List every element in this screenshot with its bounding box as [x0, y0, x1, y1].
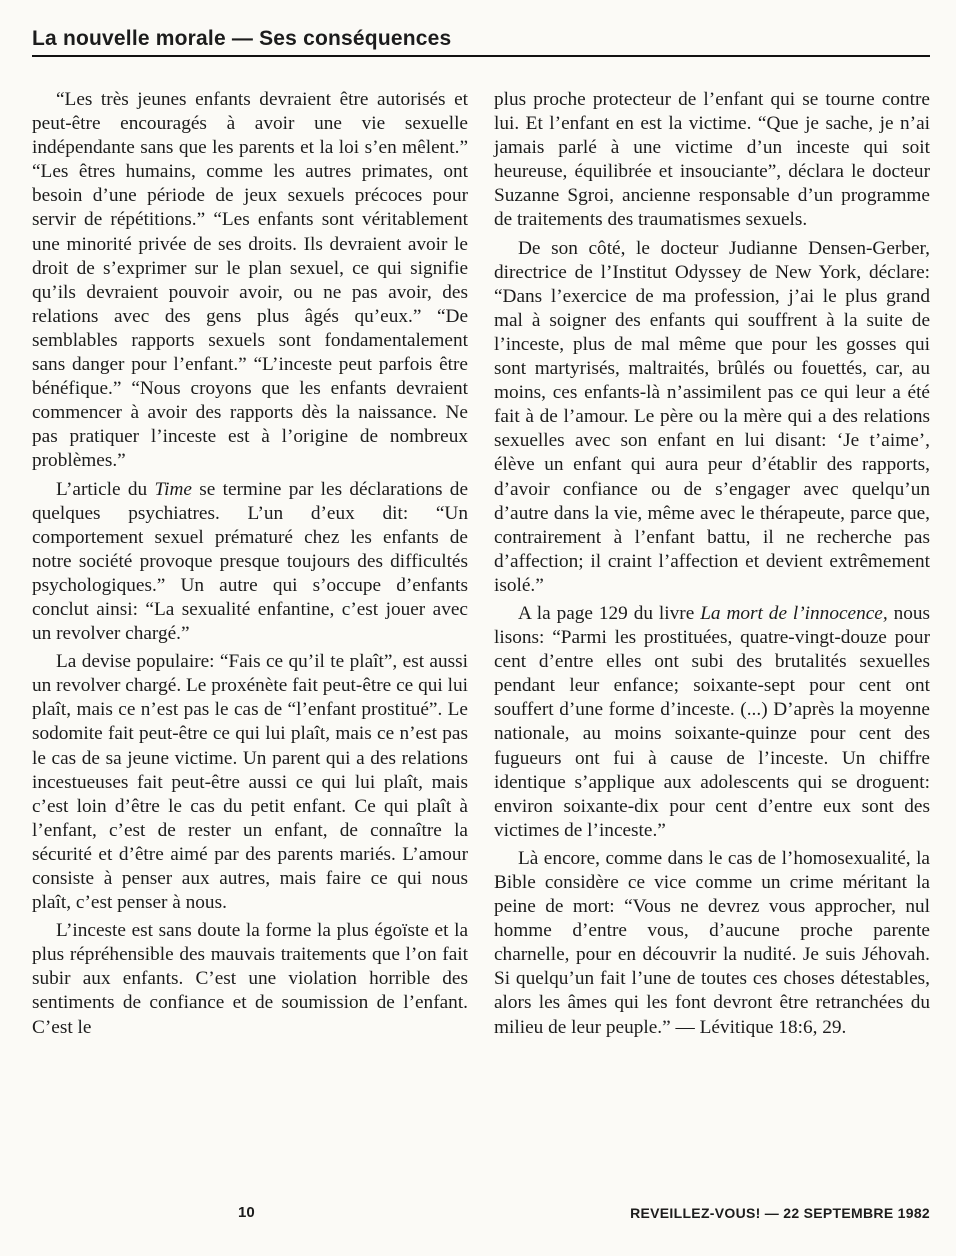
- text-span: A la page 129 du livre: [518, 602, 701, 624]
- text-span: L’article du: [56, 478, 155, 500]
- paragraph: De son côté, le docteur Judianne Densen-Gerber, directrice de l’Institut Odyssey de New York, déclare: “Dans l’exercice de ma profession, j’ai le plus grand mal à soigner des enfants qui souffrent à la suite de l’inceste, plus de mal même que pour les gosses qui sont martyrisés, maltraités, brûlés ou fouettés, car, au moins, ces enfants-là n’assimilent pas ce qui leur a été fait à de l’amour. Le père ou la mère qui a des relations sexuelles avec son enfant en lui disant: ‘Je t’aime’, élève un enfant qui aura peur d’établir des rapports, d’avoir confiance ou de s’engager avec quelqu’un d’autre dans la vie, même avec le thérapeute, parce que, contrairement à l’enfant battu, il ne recherche pas d’affection; il craint l’affection et devient extrêmement isolé.”: [494, 237, 930, 596]
- text-span: nous lisons: “Parmi les prostituées, quatre-vingt-douze pour cent d’entre elles ont subi des brutalités sexuelles pendant leur enfance; soixante-sept pour cent ont souffert d’une forme d’inceste. (...) D’après la moyenne nationale, au moins soixante-quinze pour cent des fugueurs ont fui à cause de l’inceste. Un chiffre identique s’applique aux adolescents qui se droguent: environ soixante-dix pour cent d’entre eux sont des victimes de l’inceste.”: [494, 602, 931, 841]
- text-span: se termine par les déclarations de quelques psychiatres. L’un d’eux dit: “Un comportement sexuel prématuré chez les enfants de notre société provoque presque toujours des difficultés psychologiques.” Un autre qui s’occupe d’enfants conclut ainsi: “La sexualité enfantine, c’est jouer avec un revolver chargé.”: [32, 478, 468, 645]
- paragraph: Là encore, comme dans le cas de l’homosexualité, la Bible considère ce vice comme un crime méritant la peine de mort: “Vous ne devrez vous approcher, nul homme d’entre vous, d’aucune proche parente charnelle, pour en découvrir la nudité. Je suis Jéhovah. Si quelqu’un fait l’une de toutes ces choses détestables, alors les âmes qui les font devront être retranchées du milieu de leur peuple.” — Lévitique 18:6, 29.: [494, 847, 930, 1038]
- issue-line: REVEILLEZ-VOUS! — 22 SEPTEMBRE 1982: [630, 1205, 930, 1221]
- paragraph-continued: plus proche protecteur de l’enfant qui se tourne contre lui. Et l’enfant en est la victime. “Que je sache, je n’ai jamais parlé à une victime d’un inceste qui soit heureuse, équilibrée et insouciante”, déclara le docteur Suzanne Sgroi, ancienne responsable d’un programme de traitements des traumatismes sexuels.: [494, 89, 930, 231]
- paragraph: [494, 602, 930, 843]
- book-title: La mort de l’innocence,: [700, 602, 888, 624]
- article-header: [32, 24, 930, 57]
- publication-title: Time: [154, 478, 192, 500]
- right-column: [494, 88, 930, 1044]
- paragraph: La devise populaire: “Fais ce qu’il te plaît”, est aussi un revolver chargé. Le proxénète fait peut-être ce qui lui plaît, mais ce n’est pas le cas de “l’enfant prostitué”. Le sodomite fait peut-être ce qui lui plaît, mais ce n’est pas le cas de sa jeune victime. Un parent qui a des relations incestueuses fait peut-être aussi ce qui lui plaît, mais c’est loin d’être le cas du petit enfant. Ce qui plaît à l’enfant, c’est de rester un enfant, de connaître la sécurité et d’être aimé par des parents mariés. L’amour consiste à penser aux autres, mais faire ce qui nous plaît, c’est penser à nous.: [32, 651, 468, 914]
- paragraph: [32, 478, 468, 647]
- page-number: 10: [238, 1204, 255, 1221]
- paragraph: L’inceste est sans doute la forme la plus égoïste et la plus répréhensible des mauvais traitements que l’on fait subir aux enfants. C’est une violation horrible des sentiments de confiance et de soumission de l’enfant. C’est le: [32, 920, 468, 1038]
- paragraph: “Les très jeunes enfants devraient être autorisés et peut-être encouragés à avoir une vie sexuelle indépendante sans que les parents et la loi s’en mêlent.” “Les êtres humains, comme les autres primates, ont besoin d’une période de jeux sexuels précoces pour servir de répétitions.” “Les enfants sont véritablement une minorité privée de ses droits. Ils devraient avoir le droit de s’exprimer sur le plan sexuel, ce qui signifie qu’ils devraient pouvoir avoir, ou ne pas avoir, des relations avec des gens plus âgés qu’eux.” “De semblables rapports sexuels sont fondamentalement sans danger pour l’enfant.” “L’inceste peut parfois être bénéfique.” “Nous croyons que les enfants devraient commencer à avoir des rapports dès la naissance. Ne pas pratiquer l’inceste est à l’origine de nombreux problèmes.”: [32, 89, 468, 472]
- left-column: [32, 88, 468, 1044]
- article-title: La nouvelle morale — Ses conséquences: [32, 27, 452, 50]
